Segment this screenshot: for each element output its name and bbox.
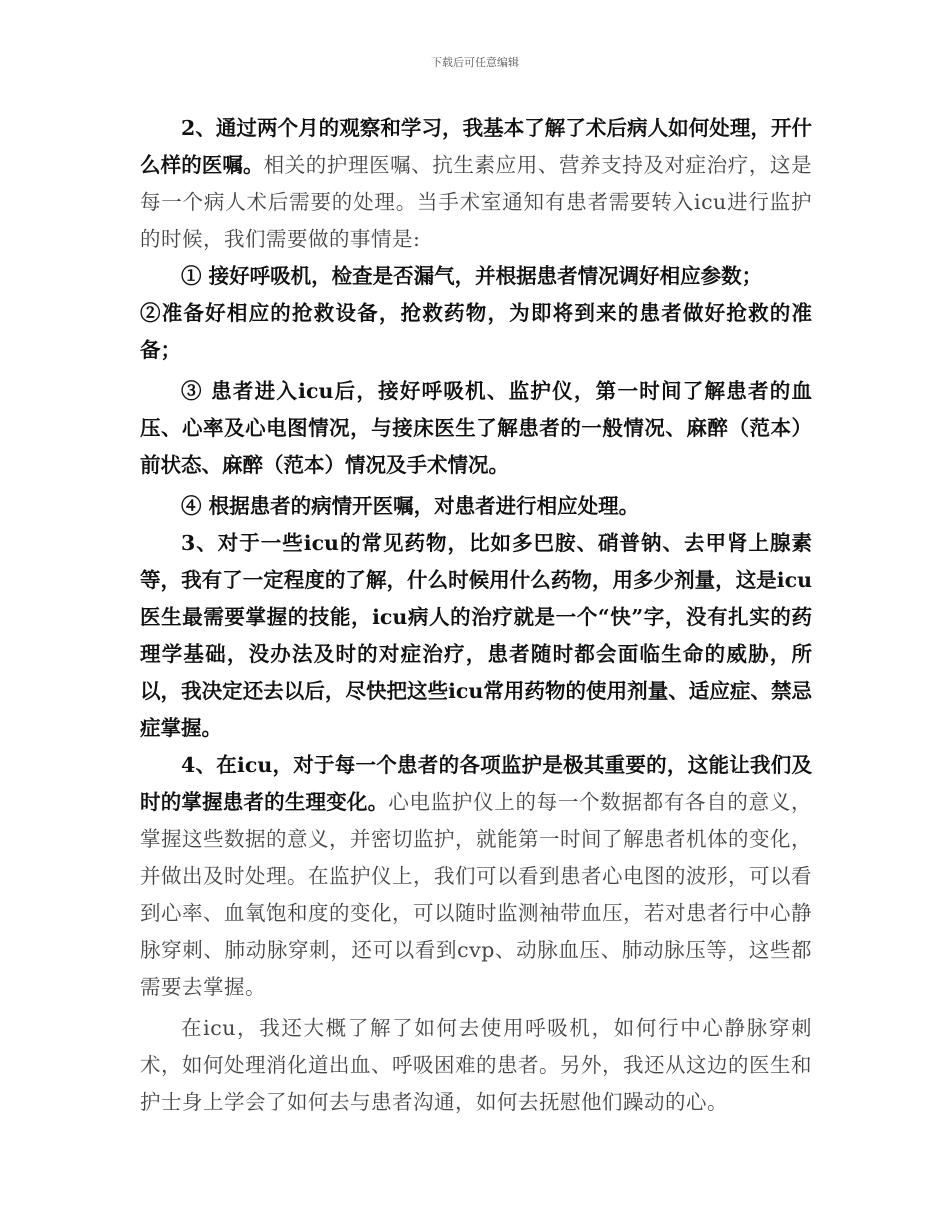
paragraph-4: ③ 患者进入icu后，接好呼吸机、监护仪，第一时间了解患者的血压、心率及心电图情况，与接床医生了解患者的一般情况、麻醉（范本）前状态、麻醉（范本）情况及手术情况。 [140, 379, 812, 477]
paragraph-6: 3、对于一些icu的常见药物，比如多巴胺、硝普钠、去甲肾上腺素等，我有了一定程度的了解，什么时候用什么药物，用多少剂量，这是icu医生最需要掌握的技能，icu病人的治疗就是一个“快”字，没有扎实的药理学基础，没办法及时的对症治疗，患者随时都会面临生命的威胁，所以，我决定还去以后，尽快把这些icu常用药物的使用剂量、适应症、禁忌症掌握。 [140, 531, 812, 740]
paragraph-7 [140, 747, 812, 1006]
paragraph-7-bold: 4、在icu，对于每一个患者的各项监护是极其重要的，这能让我们及时的掌握患者的生理变化。 [140, 753, 812, 814]
paragraph-5: ④ 根据患者的病情开医嘱，对患者进行相应处理。 [181, 494, 640, 518]
header-note: 下载后可任意编辑 [431, 56, 519, 69]
paragraph-1-bold: 2、通过两个月的观察和学习，我基本了解了术后病人如何处理，开什么样的医嘱。 [140, 116, 812, 177]
paragraph-1 [140, 110, 812, 258]
document-body [140, 110, 812, 1121]
paragraph-7-normal: 心电监护仪上的每一个数据都有各自的意义，掌握这些数据的意义，并密切监护，就能第一时间了解患者机体的变化，并做出及时处理。在监护仪上，我们可以看到患者心电图的波形，可以看到心率、血氧饱和度的变化，可以随时监测袖带血压，若对患者行中心静脉穿刺、肺动脉穿刺，还可以看到cvp、动脉血压、肺动脉压等，这些都需要去掌握。 [140, 790, 813, 999]
paragraph-3: ②准备好相应的抢救设备，抢救药物，为即将到来的患者做好抢救的准备； [140, 301, 812, 362]
paragraph-1-normal: 相关的护理医嘱、抗生素应用、营养支持及对症治疗，这是每一个病人术后需要的处理。当手术室通知有患者需要转入icu进行监护的时候，我们需要做的事情是: [140, 153, 813, 251]
paragraph-2: ① 接好呼吸机，检查是否漏气，并根据患者情况调好相应参数； [181, 264, 763, 288]
paragraph-8: 在icu，我还大概了解了如何去使用呼吸机，如何行中心静脉穿刺术，如何处理消化道出血、呼吸困难的患者。另外，我还从这边的医生和护士身上学会了如何去与患者沟通，如何去抚慰他们躁动的心。 [140, 1016, 812, 1114]
